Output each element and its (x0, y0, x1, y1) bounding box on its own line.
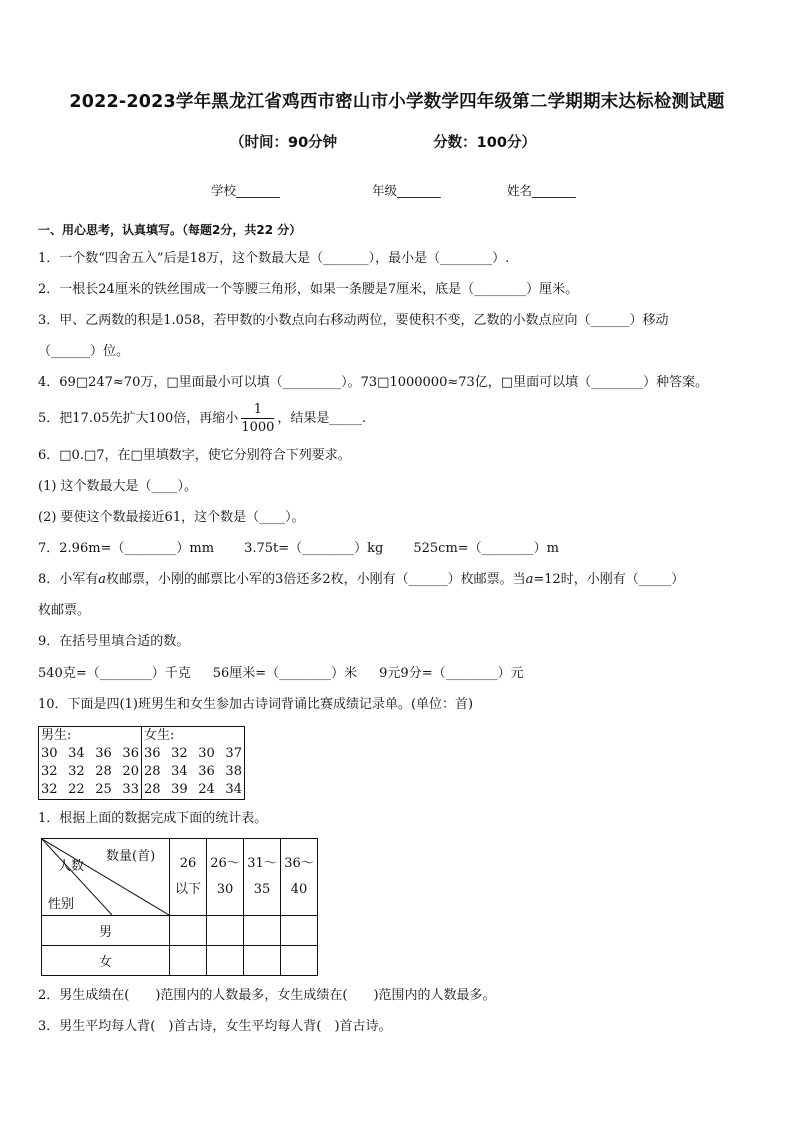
question-8-line-2: 枚邮票。 (38, 603, 91, 618)
question-5-prefix: 5．把17.05先扩大100倍，再缩小 (38, 411, 239, 426)
header-gender: 性别 (48, 897, 75, 912)
range-start: 26～ (210, 856, 240, 871)
range-start: 26 (179, 856, 197, 871)
question-7 (38, 540, 559, 558)
question-8-text-3: =12时，小刚有（_____） (533, 572, 685, 587)
exam-time: （时间：90分钟 (230, 135, 338, 151)
question-9-items (38, 665, 524, 683)
score: 39 (171, 782, 188, 797)
score: 20 (122, 764, 139, 779)
question-1: 1．一个数“四舍五入”后是18万，这个数最大是（_______），最小是（________）. (38, 251, 510, 266)
score: 28 (95, 764, 112, 779)
row-label-male: 男 (42, 916, 170, 946)
exam-meta (230, 131, 536, 152)
question-7-c: 525cm=（________）m (413, 541, 560, 556)
score: 30 (198, 746, 215, 761)
question-4: 4．69□247≈70万，□里面最小可以填（_________）。73□1000000≈73亿，□里面可以填（________）种答案。 (38, 375, 709, 390)
empty-cell (170, 916, 207, 946)
row-label-female: 女 (42, 946, 170, 976)
question-8-text-2: 枚邮票，小刚的邮票比小军的3倍还多2枚，小刚有（______）枚邮票。当 (106, 572, 526, 587)
name-field: 姓名_______ (507, 183, 576, 198)
page-title: 2022-2023学年黑龙江省鸡西市密山市小学数学四年级第二学期期末达标检测试题 (69, 92, 725, 112)
question-10-part-3: 3．男生平均每人背( )首古诗，女生平均每人背( )首古诗。 (38, 1019, 392, 1034)
question-3-line-1: 3．甲、乙两数的积是1.058，若甲数的小数点向右移动两位，要使积不变，乙数的小数点应向（______）移动 (38, 313, 669, 328)
exam-score: 分数：100分） (433, 135, 536, 151)
table-row (41, 781, 139, 799)
table-row (41, 745, 139, 763)
score: 37 (225, 746, 242, 761)
score: 36 (144, 746, 161, 761)
score: 36 (122, 746, 139, 761)
empty-cell (207, 916, 244, 946)
column-header (281, 839, 318, 916)
table-row (144, 763, 242, 781)
question-6: 6．□0.□7，在□里填数字，使它分别符合下列要求。 (38, 448, 351, 463)
score: 34 (171, 764, 188, 779)
question-10-part-2: 2．男生成绩在( )范围内的人数最多，女生成绩在( )范围内的人数最多。 (38, 988, 496, 1003)
empty-cell (170, 946, 207, 976)
score: 24 (198, 782, 215, 797)
table-row (42, 916, 318, 946)
question-6-part-2: (2) 要使这个数最接近61，这个数是（____）。 (38, 510, 305, 525)
score: 36 (95, 746, 112, 761)
score: 25 (95, 782, 112, 797)
boys-scores-cell (39, 727, 142, 800)
fraction-denominator: 1000 (241, 420, 275, 435)
empty-cell (281, 946, 318, 976)
section-heading: 一、用心思考，认真填写。（每题2分，共22 分） (38, 223, 302, 237)
question-2: 2．一根长24厘米的铁丝围成一个等腰三角形，如果一条腰是7厘米，底是（________）厘米。 (38, 282, 579, 297)
question-5 (38, 401, 366, 437)
score: 38 (225, 764, 242, 779)
range-start: 31～ (247, 856, 277, 871)
girls-scores-cell (142, 727, 245, 800)
variable-a: a (98, 572, 107, 587)
header-quantity: 数量(首) (106, 849, 156, 864)
range-end: 35 (253, 882, 271, 897)
score: 32 (171, 746, 188, 761)
diagonal-header-cell (42, 839, 170, 916)
score: 30 (41, 746, 58, 761)
question-9-b: 56厘米=（________）米 (212, 666, 358, 681)
score: 32 (68, 764, 85, 779)
school-field: 学校_______ (211, 183, 280, 198)
score: 32 (41, 764, 58, 779)
question-7-a: 7．2.96m=（________）mm (38, 541, 215, 556)
table-row (144, 781, 242, 799)
question-6-part-1: (1) 这个数最大是（____）。 (38, 479, 198, 494)
score: 28 (144, 782, 161, 797)
question-9-c: 9元9分=（________）元 (379, 666, 524, 681)
scores-table (38, 726, 245, 800)
boys-label: 男生: (41, 728, 72, 743)
statistics-table (41, 838, 318, 976)
question-9: 9．在括号里填合适的数。 (38, 634, 190, 649)
range-start: 36～ (284, 856, 314, 871)
column-header (244, 839, 281, 916)
question-7-b: 3.75t=（________）kg (244, 541, 384, 556)
score: 32 (41, 782, 58, 797)
table-row (144, 745, 242, 763)
fraction-numerator: 1 (241, 401, 274, 419)
range-end: 以下 (174, 882, 201, 897)
table-row (41, 763, 139, 781)
score: 28 (144, 764, 161, 779)
question-8-text-1: 8．小军有 (38, 572, 99, 587)
column-header (170, 839, 207, 916)
column-header (207, 839, 244, 916)
header-people: 人数 (58, 859, 85, 874)
score: 34 (68, 746, 85, 761)
empty-cell (244, 916, 281, 946)
range-end: 40 (290, 882, 308, 897)
girls-label: 女生: (144, 728, 175, 743)
question-9-a: 540克=（________）千克 (38, 666, 191, 681)
question-3-line-2: （______）位。 (38, 344, 130, 359)
grade-field: 年级_______ (372, 183, 441, 198)
empty-cell (207, 946, 244, 976)
empty-cell (281, 916, 318, 946)
variable-a: a (525, 572, 534, 587)
question-10: 10．下面是四(1)班男生和女生参加古诗词背诵比赛成绩记录单。(单位：首) (38, 697, 474, 712)
question-10-part-1: 1．根据上面的数据完成下面的统计表。 (38, 811, 268, 826)
fraction (241, 401, 274, 436)
question-5-suffix: ，结果是_____. (277, 411, 367, 426)
table-row (42, 946, 318, 976)
score: 22 (68, 782, 85, 797)
score: 36 (198, 764, 215, 779)
empty-cell (244, 946, 281, 976)
score: 34 (225, 782, 242, 797)
range-end: 30 (216, 882, 234, 897)
score: 33 (122, 782, 139, 797)
question-8-line-1 (38, 571, 684, 589)
